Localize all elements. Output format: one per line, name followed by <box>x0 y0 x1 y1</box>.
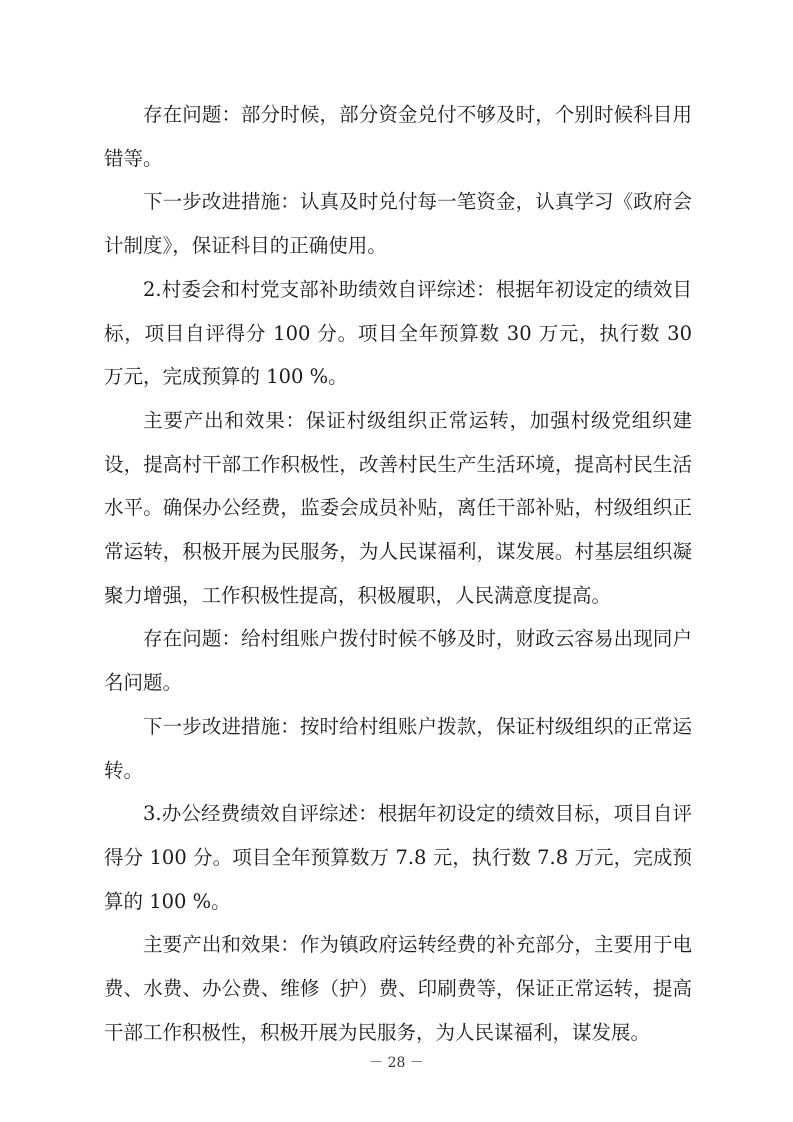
paragraph-improvement-2: 下一步改进措施：按时给村组账户拨款，保证村级组织的正常运转。 <box>104 714 692 782</box>
page-number: － 28 － <box>369 1055 424 1071</box>
paragraph-problem-1: 存在问题：部分时候，部分资金兑付不够及时，个别时候科目用错等。 <box>104 103 692 170</box>
paragraph-office-funds-summary: 3.办公经费绩效自评综述：根据年初设定的绩效目标，项目自评得分 100 分。项目全年预算数万 7.8 元，执行数 7.8 万元，完成预算的 100 %。 <box>104 802 692 913</box>
paragraph-problem-2: 存在问题：给村组账户拨付时候不够及时，财政云容易出现同户名问题。 <box>104 627 692 695</box>
paragraph-office-funds-output: 主要产出和效果：作为镇政府运转经费的补充部分，主要用于电费、水费、办公费、维修（护）费、印刷费等，保证正常运转，提高干部工作积极性，积极开展为民服务，为人民谋福利，谋发展。 <box>104 933 692 1044</box>
document-body <box>104 93 692 1054</box>
paragraph-village-subsidy-output: 主要产出和效果：保证村级组织正常运转，加强村级党组织建设，提高村干部工作积极性，改善村民生产生活环境，提高村民生活水平。确保办公经费，监委会成员补贴，离任干部补贴，村级组织正常运转，积极开展为民服务，为人民谋福利，谋发展。村基层组织凝聚力增强，工作积极性提高，积极履职，人民满意度提高。 <box>104 408 692 607</box>
paragraph-village-subsidy-summary: 2.村委会和村党支部补助绩效自评综述：根据年初设定的绩效目标，项目自评得分 100 分。项目全年预算数 30 万元，执行数 30 万元，完成预算的 100 %。 <box>104 277 692 389</box>
paragraph-improvement-1: 下一步改进措施：认真及时兑付每一笔资金，认真学习《政府会计制度》，保证科目的正确使用。 <box>104 190 692 258</box>
